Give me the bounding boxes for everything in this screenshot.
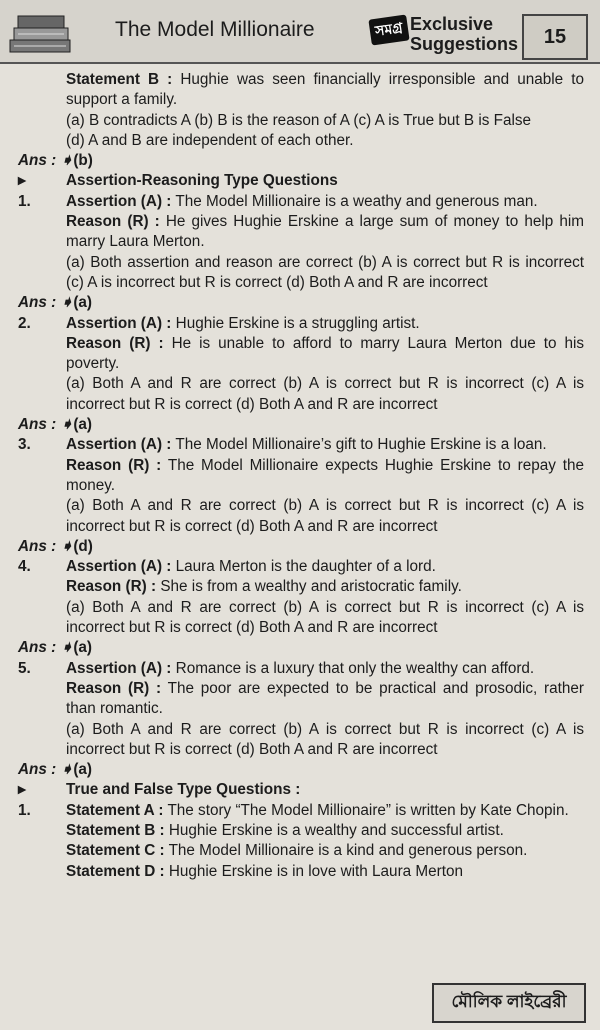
pointer-icon: ➧ [60, 152, 74, 170]
pointer-icon: ➧ [60, 761, 74, 779]
question-2-reason: Reason (R) : He is unable to afford to marry Laura Merton due to his poverty. [66, 334, 585, 373]
page-content [0, 62, 600, 882]
options: (a) B contradicts A (b) B is the reason of A (c) A is True but B is False (d) A and B are independent of each other. [66, 111, 532, 149]
question-5-assertion: 5. Assertion (A) : Romance is a luxury that only the wealthy can afford. [18, 659, 535, 677]
question-1-options: (a) Both assertion and reason are correct (b) A is correct but R is incorrect (c) A is incorrect but R is correct (d) Both A and R are incorrect [66, 253, 584, 291]
question-3-reason: Reason (R) : The Model Millionaire expects Hughie Erskine to repay the money. [66, 456, 584, 494]
section-heading: ▸ Assertion-Reasoning Type Questions [66, 171, 584, 191]
arrow-icon: ▸ [18, 781, 26, 799]
tf-1-statement-b: Statement B : Hughie Erskine is a wealthy and successful artist. [66, 821, 504, 839]
question-4-assertion: 4. Assertion (A) : Laura Merton is the daughter of a lord. [18, 558, 436, 576]
tf-1-statement-a: 1. Statement A : The story “The Model Millionaire” is written by Kate Chopin. [18, 801, 569, 819]
statement-b: Statement B : Hughie was seen financially irresponsible and unable to support a family. [66, 71, 584, 109]
question-3-assertion: 3. Assertion (A) : The Model Millionaire’s gift to Hughie Erskine is a loan. [18, 436, 547, 454]
question-5-options: (a) Both A and R are correct (b) A is correct but R is incorrect (c) A is incorrect but R is correct (d) Both A and R are incorrect [66, 720, 584, 758]
tf-1-statement-d: Statement D : Hughie Erskine is in love with Laura Merton [66, 862, 464, 880]
books-icon [8, 10, 74, 56]
question-1-reason: Reason (R) : He gives Hughie Erskine a large sum of money to help him marry Laura Merton. [66, 213, 584, 251]
question-2-options: (a) Both A and R are correct (b) A is correct but R is incorrect (c) A is incorrect but R is correct (d) Both A and R are incorrect [66, 375, 584, 413]
exclusive-suggestions-label: Exclusive Suggestions [410, 14, 519, 54]
question-1-assertion: 1. Assertion (A) : The Model Millionaire is a weathy and generous man. [18, 192, 538, 210]
pointer-icon: ➧ [60, 537, 74, 555]
page-header [0, 0, 600, 64]
question-4-reason: Reason (R) : She is from a wealthy and aristocratic family. [66, 578, 462, 596]
answer: Ans : ➧(a) [18, 294, 93, 312]
pointer-icon: ➧ [60, 294, 74, 312]
series-badge: সমগ্র [368, 14, 409, 45]
answer: Ans : ➧(b) [18, 152, 93, 170]
publisher-logo: মৌলিক লাইব্রেরী [432, 983, 586, 1023]
section-heading: ▸ True and False Type Questions : [66, 780, 584, 800]
question-2-assertion: 2. Assertion (A) : Hughie Erskine is a struggling artist. [18, 314, 420, 332]
answer: Ans : ➧(a) [18, 761, 93, 779]
answer: Ans : ➧(d) [18, 537, 93, 555]
answer: Ans : ➧(a) [18, 639, 93, 657]
pointer-icon: ➧ [60, 416, 74, 434]
arrow-icon: ▸ [18, 172, 26, 190]
pointer-icon: ➧ [60, 639, 74, 657]
question-4-options: (a) Both A and R are correct (b) A is correct but R is incorrect (c) A is incorrect but R is correct (d) Both A and R are incorrect [66, 598, 584, 637]
tf-1-statement-c: Statement C : The Model Millionaire is a kind and generous person. [66, 842, 528, 860]
chapter-title: The Model Millionaire [115, 18, 315, 41]
question-3-options: (a) Both A and R are correct (b) A is correct but R is incorrect (c) A is incorrect but R is correct (d) Both A and R are incorrect [66, 497, 584, 535]
page-number: 15 [522, 14, 588, 60]
question-5-reason: Reason (R) : The poor are expected to be practical and prosodic, rather than romantic. [66, 679, 584, 718]
answer: Ans : ➧(a) [18, 416, 93, 434]
